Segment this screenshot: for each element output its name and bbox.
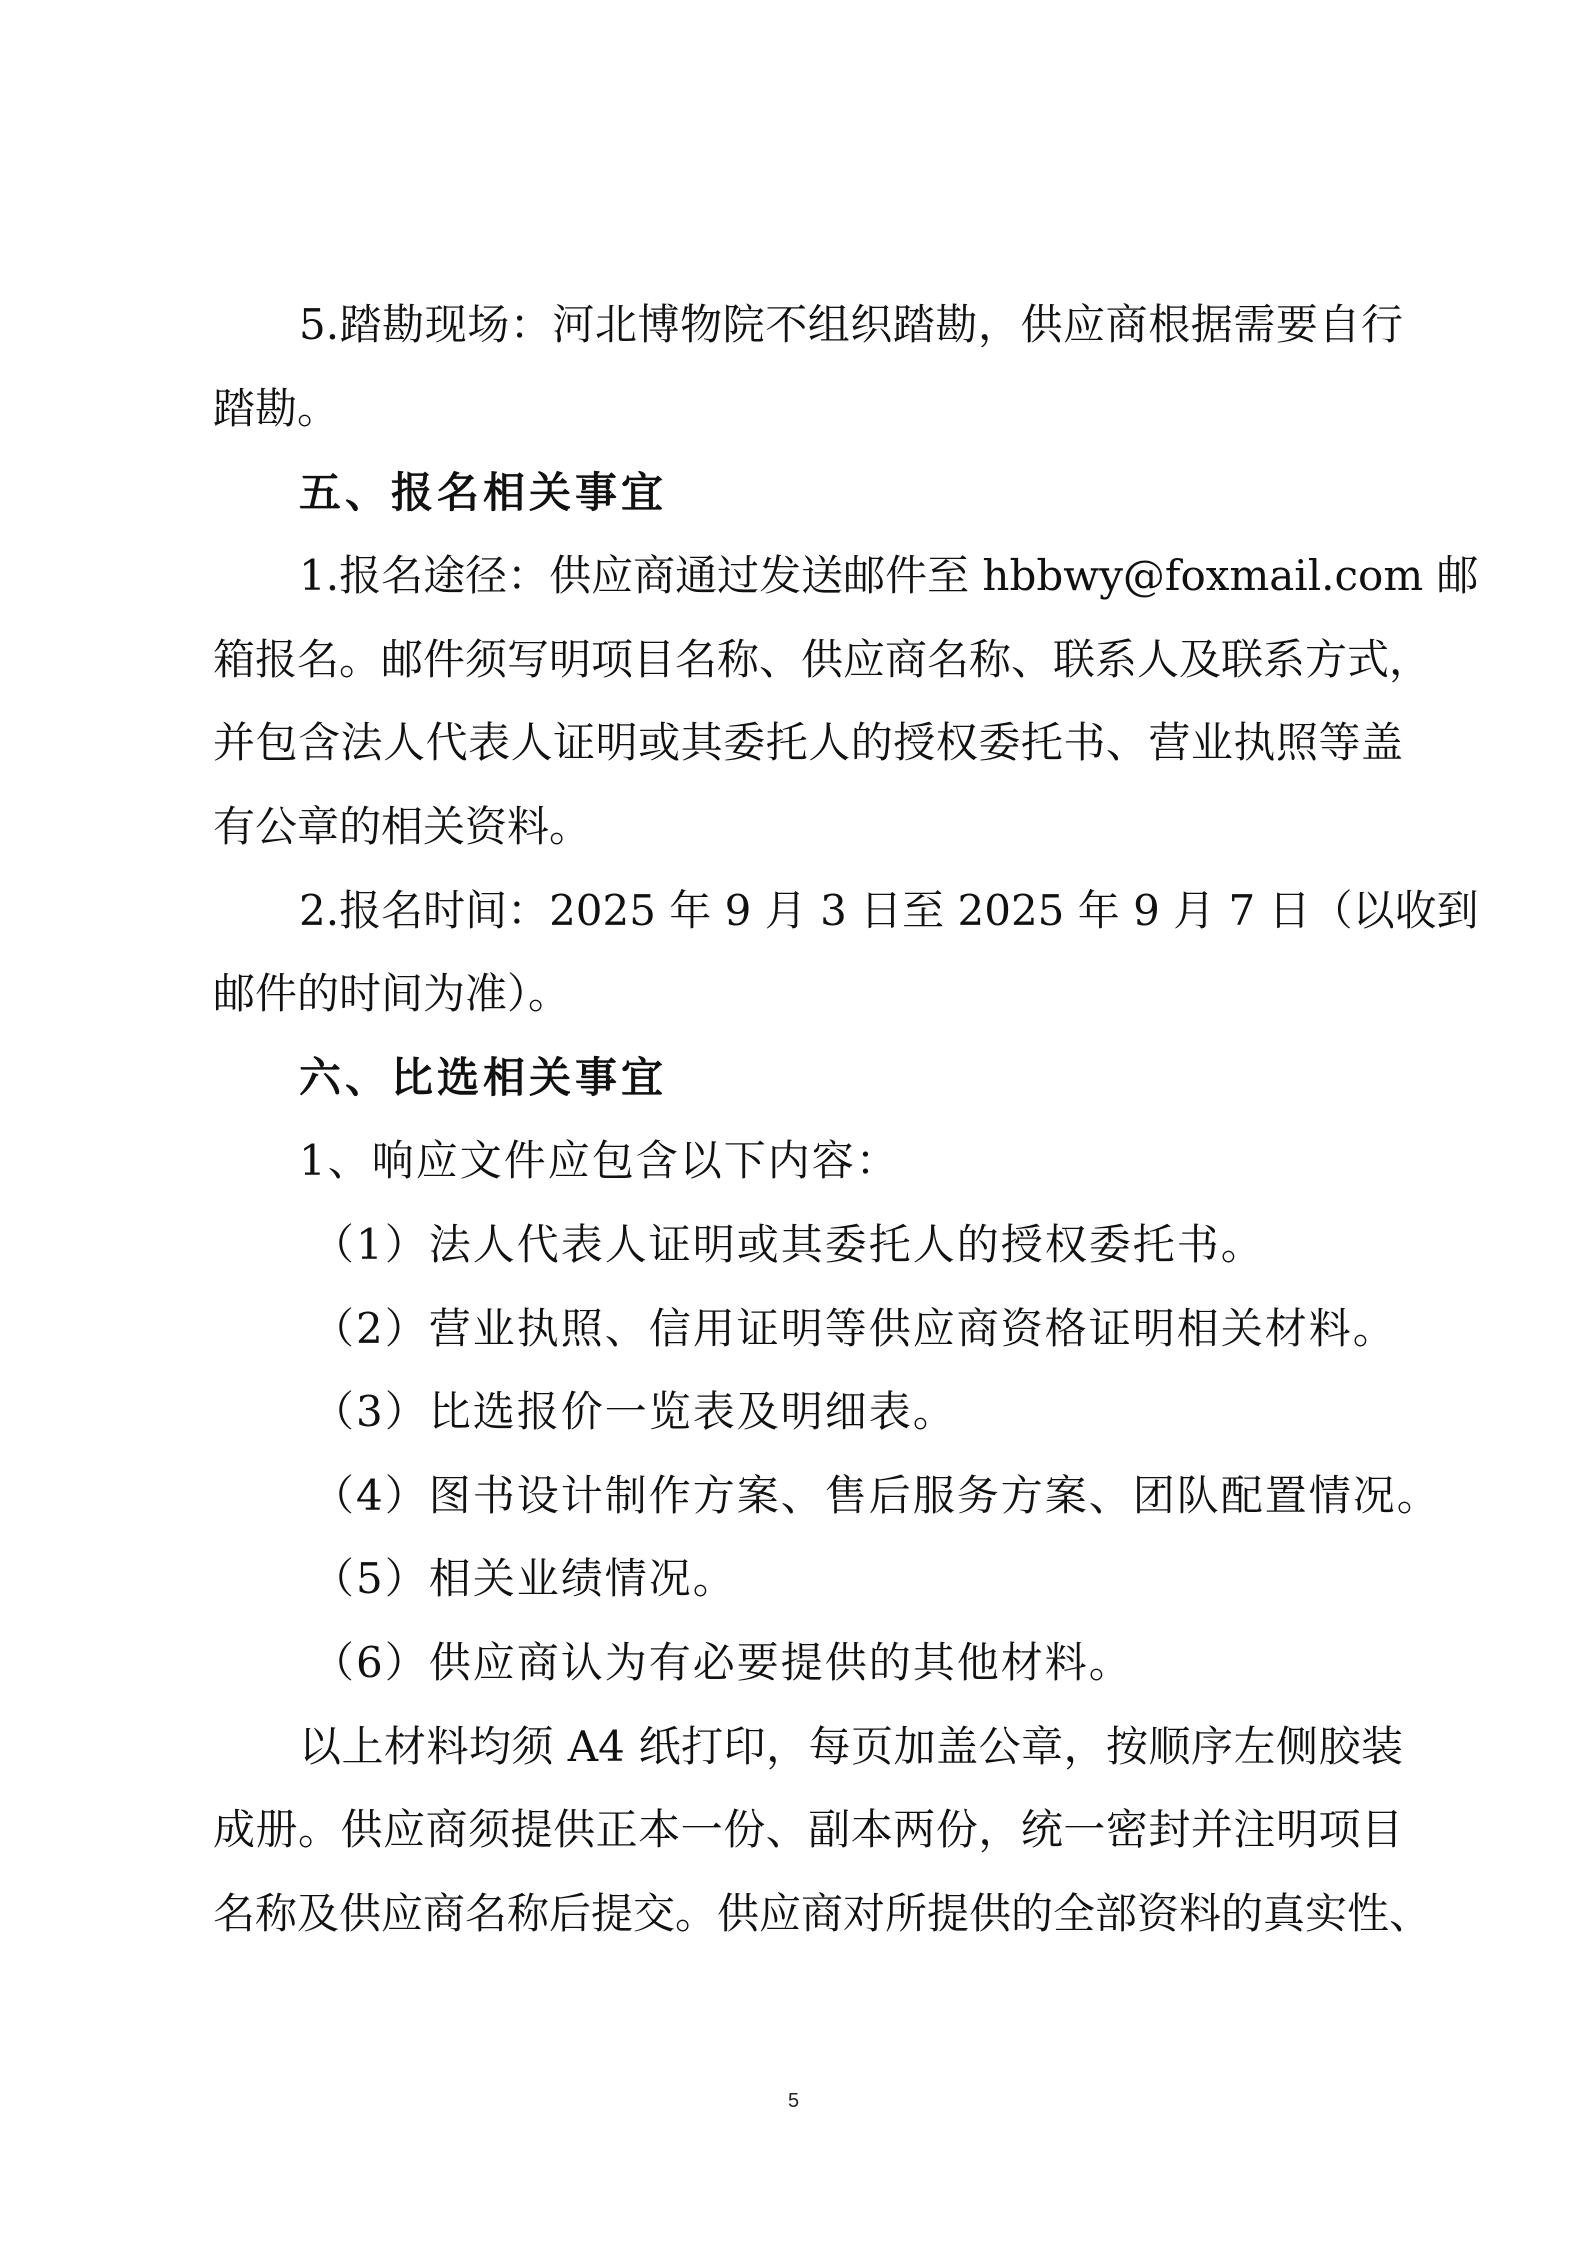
section-heading: 六、比选相关事宜 (299, 1053, 668, 1102)
paragraph-line: 成册。供应商须提供正本一份、副本两份，统一密封并注明项目 (213, 1805, 1403, 1854)
list-item: （5）相关业绩情况。 (312, 1554, 737, 1603)
paragraph-line: 名称及供应商名称后提交。供应商对所提供的全部资料的真实性、 (213, 1889, 1432, 1938)
page-number: 5 (787, 2090, 800, 2112)
list-item: （2）营业执照、信用证明等供应商资格证明相关材料。 (312, 1304, 1397, 1353)
list-item: （6）供应商认为有必要提供的其他材料。 (312, 1638, 1133, 1687)
paragraph-line: 邮件的时间为准）。 (213, 969, 571, 1018)
list-item: （4）图书设计制作方案、售后服务方案、团队配置情况。 (312, 1471, 1441, 1520)
section-heading: 五、报名相关事宜 (299, 468, 668, 517)
list-item: （3）比选报价一览表及明细表。 (312, 1387, 957, 1436)
paragraph-line: 以上材料均须 A4 纸打印，每页加盖公章，按顺序左侧胶装 (299, 1722, 1403, 1771)
list-item: （1）法人代表人证明或其委托人的授权委托书。 (312, 1220, 1265, 1269)
paragraph-line: 1.报名途径：供应商通过发送邮件至 hbbwy@foxmail.com 邮 (299, 551, 1479, 600)
list-intro: 1、响应文件应包含以下内容： (299, 1136, 900, 1185)
paragraph-line: 5.踏勘现场：河北博物院不组织踏勘，供应商根据需要自行 (299, 300, 1403, 349)
paragraph-line: 有公章的相关资料。 (213, 802, 592, 851)
paragraph-line: 箱报名。邮件须写明项目名称、供应商名称、联系人及联系方式， (213, 635, 1432, 684)
paragraph-line: 并包含法人代表人证明或其委托人的授权委托书、营业执照等盖 (213, 718, 1403, 767)
paragraph-line: 2.报名时间：2025 年 9 月 3 日至 2025 年 9 月 7 日（以收到 (299, 886, 1479, 935)
paragraph-line: 踏勘。 (213, 384, 340, 433)
